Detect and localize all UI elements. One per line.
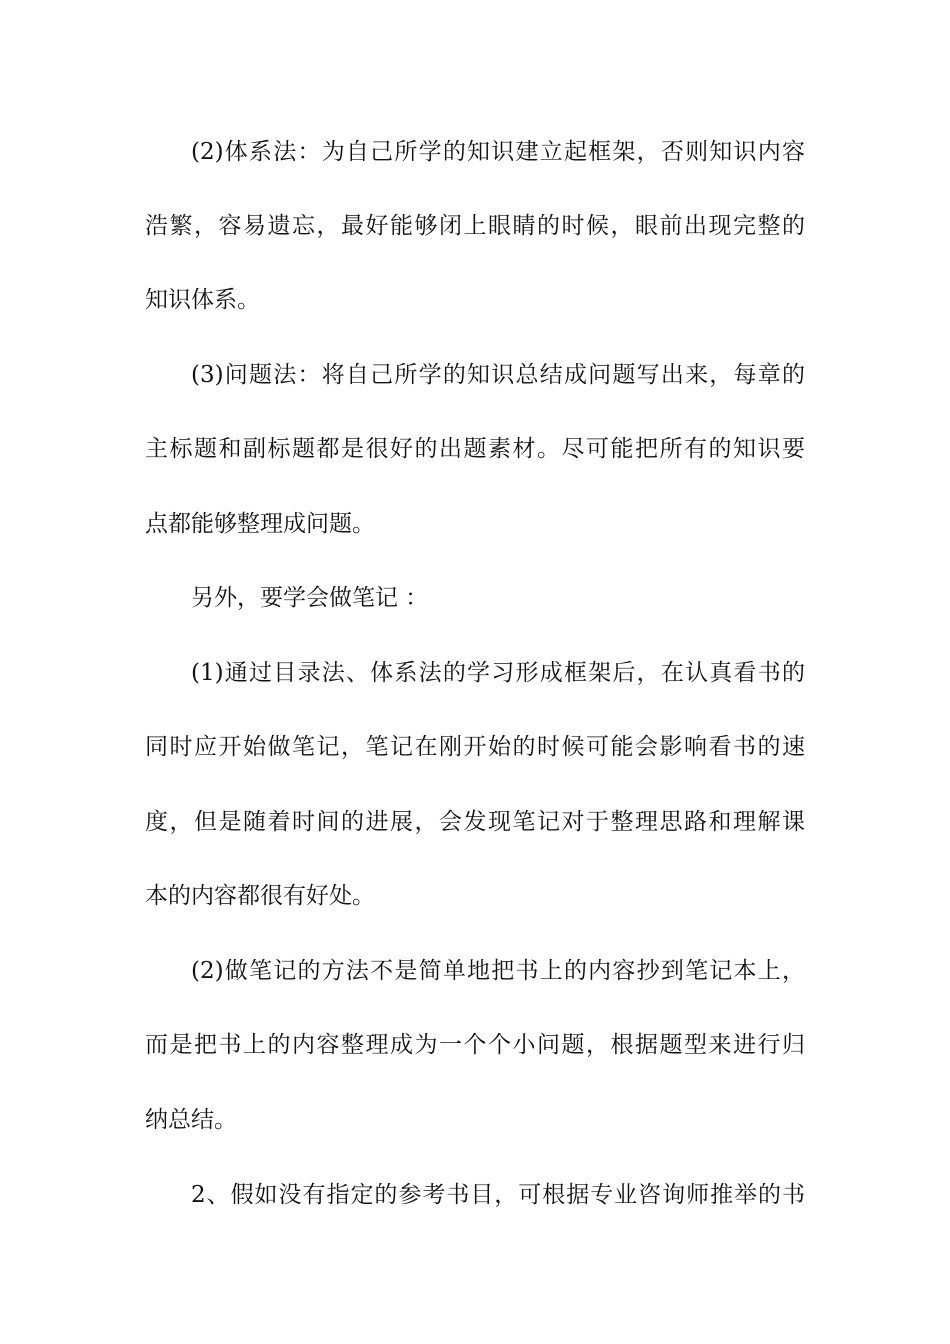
paragraph-line: (2)体系法：为自己所学的知识建立起框架，否则知识内容: [191, 139, 805, 165]
paragraph-line: 同时应开始做笔记，笔记在刚开始的时候可能会影响看书的速: [145, 734, 805, 760]
paragraph-line: 主标题和副标题都是很好的出题素材。尽可能把所有的知识要: [145, 436, 805, 462]
paragraph-line: (1)通过目录法、体系法的学习形成框架后，在认真看书的: [191, 660, 805, 686]
paragraph-line: 点都能够整理成问题。: [145, 511, 375, 537]
paragraph-line: 本的内容都很有好处。: [145, 883, 375, 909]
paragraph-line: 2、假如没有指定的参考书目，可根据专业咨询师推举的书: [191, 1182, 805, 1208]
paragraph-line: 而是把书上的内容整理成为一个个小问题，根据题型来进行归: [145, 1032, 805, 1058]
paragraph-line: 纳总结。: [145, 1107, 237, 1133]
paragraph-line: (3)问题法：将自己所学的知识总结成问题写出来，每章的: [191, 362, 805, 388]
paragraph-line: 度，但是随着时间的进展，会发现笔记对于整理思路和理解课: [145, 809, 805, 835]
paragraph-line: 另外，要学会做笔记 ：: [191, 585, 429, 611]
paragraph-line: 浩繁，容易遗忘，最好能够闭上眼睛的时候，眼前出现完整的: [145, 213, 805, 239]
paragraph-line: 知识体系。: [145, 287, 260, 313]
paragraph-line: (2)做笔记的方法不是简单地把书上的内容抄到笔记本上，: [191, 958, 805, 984]
